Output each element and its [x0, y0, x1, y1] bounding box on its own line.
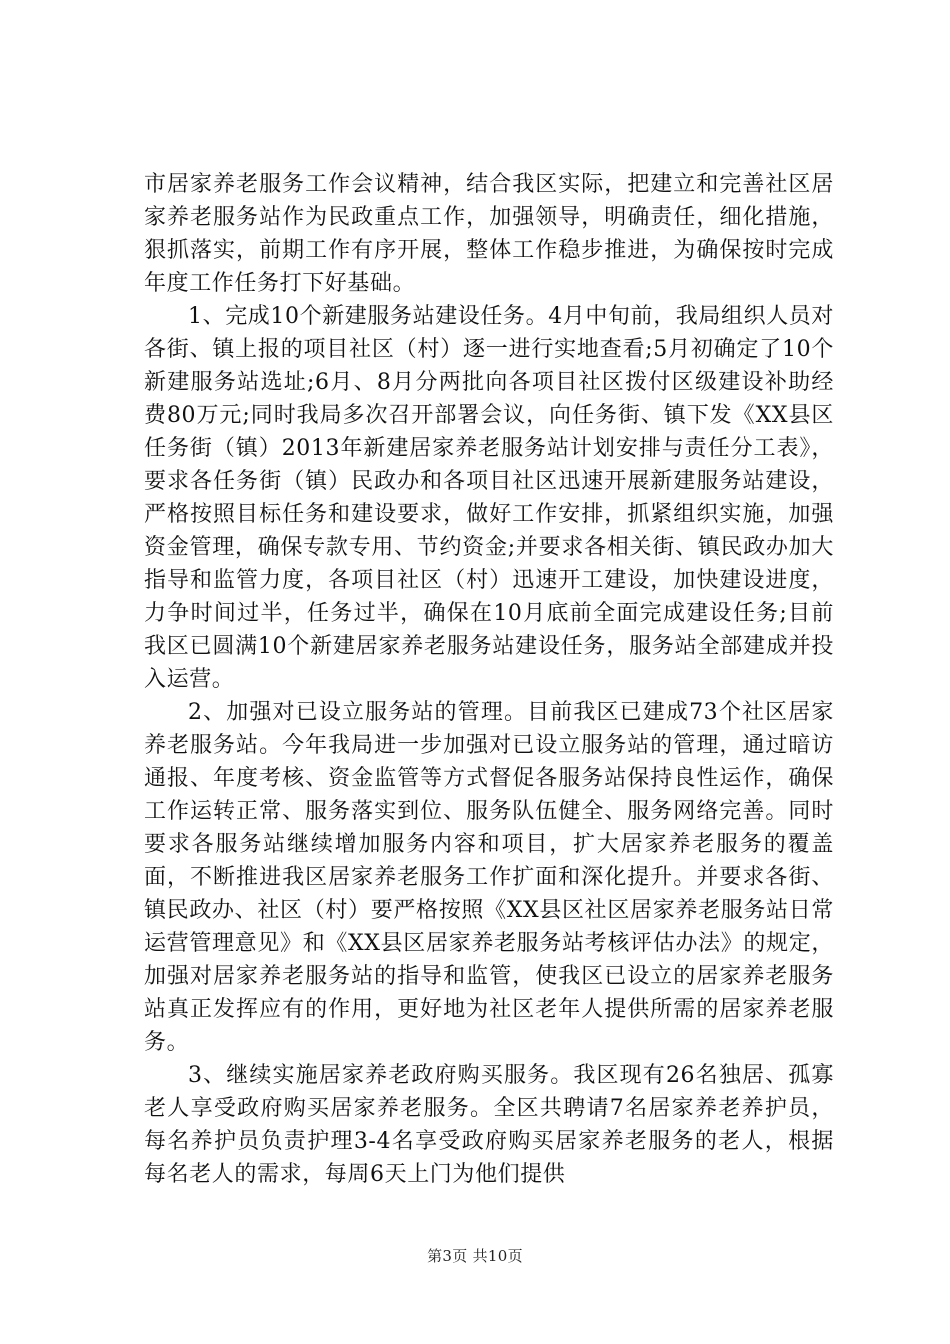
document-body — [144, 168, 834, 1191]
paragraph-item-1: 1、完成10个新建服务站建设任务。4月中旬前，我局组织人员对各街、镇上报的项目社区（村）逐一进行实地查看;5月初确定了10个新建服务站选址;6月、8月分两批向各项目社区拨付区级建设补助经费80万元;同时我局多次召开部署会议，向任务街、镇下发《XX县区任务街（镇）2013年新建居家养老服务站计划安排与责任分工表》，要求各任务街（镇）民政办和各项目社区迅速开展新建服务站建设，严格按照目标任务和建设要求，做好工作安排，抓紧组织实施，加强资金管理，确保专款专用、节约资金;并要求各相关街、镇民政办加大指导和监管力度，各项目社区（村）迅速开工建设，加快建设进度，力争时间过半，任务过半，确保在10月底前全面完成建设任务;目前我区已圆满10个新建居家养老服务站建设任务，服务站全部建成并投入运营。 — [144, 304, 834, 692]
paragraph-intro-continuation: 市居家养老服务工作会议精神，结合我区实际，把建立和完善社区居家养老服务站作为民政重点工作，加强领导，明确责任，细化措施，狠抓落实，前期工作有序开展，整体工作稳步推进，为确保按时完成年度工作任务打下好基础。 — [144, 172, 834, 296]
paragraph-item-3: 3、继续实施居家养老政府购买服务。我区现有26名独居、孤寡老人享受政府购买居家养老服务。全区共聘请7名居家养老养护员，每名养护员负责护理3-4名享受政府购买居家养老服务的老人，根据每名老人的需求，每周6天上门为他们提供 — [144, 1063, 834, 1187]
paragraph-item-2: 2、加强对已设立服务站的管理。目前我区已建成73个社区居家养老服务站。今年我局进一步加强对已设立服务站的管理，通过暗访通报、年度考核、资金监管等方式督促各服务站保持良性运作，确保工作运转正常、服务落实到位、服务队伍健全、服务网络完善。同时要求各服务站继续增加服务内容和项目，扩大居家养老服务的覆盖面，不断推进我区居家养老服务工作扩面和深化提升。并要求各街、镇民政办、社区（村）要严格按照《XX县区社区居家养老服务站日常运营管理意见》和《XX县区居家养老服务站考核评估办法》的规定，加强对居家养老服务站的指导和监管，使我区已设立的居家养老服务站真正发挥应有的作用，更好地为社区老年人提供所需的居家养老服务。 — [144, 700, 834, 1055]
page-number-footer: 第3页 共10页 — [427, 1247, 523, 1265]
